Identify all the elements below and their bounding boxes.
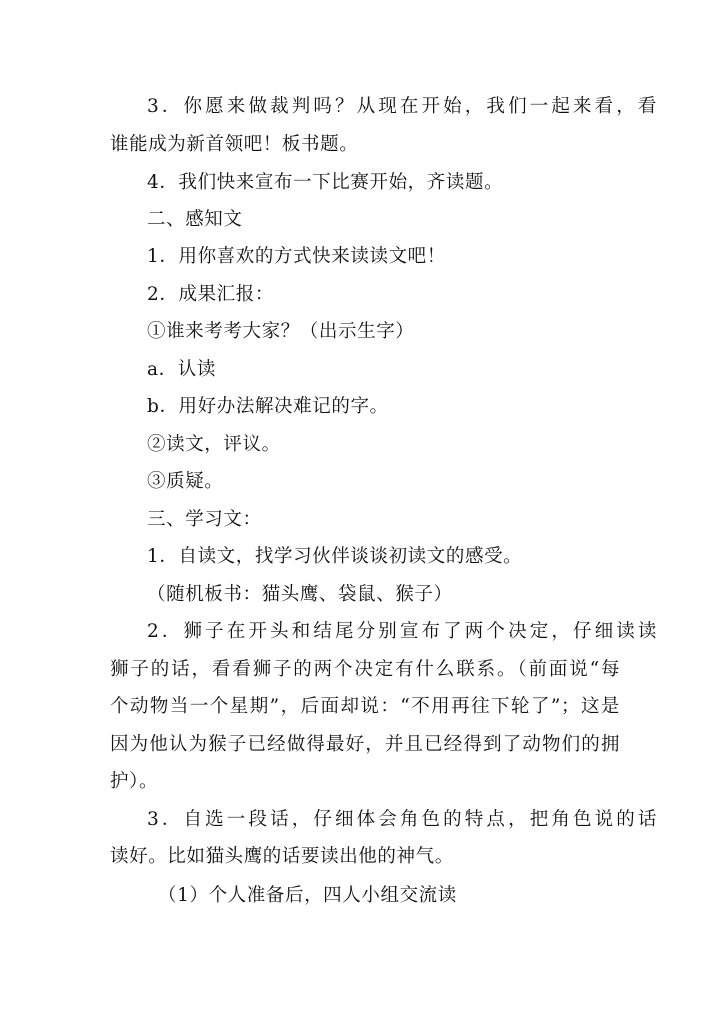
paragraph-line: 狮子的话，看看狮子的两个决定有什么联系。（前面说“每 bbox=[110, 659, 620, 680]
paragraph-line: （随机板书：猫头鹰、袋鼠、猴子） bbox=[147, 584, 453, 605]
paragraph-line: ②读文，评议。 bbox=[147, 434, 281, 455]
section-heading: 二、感知文 bbox=[147, 209, 243, 230]
paragraph-line: 个动物当一个星期”，后面却说：“不用再往下轮了”；这是 bbox=[110, 696, 620, 717]
paragraph-line: 谁能成为新首领吧！板书题。 bbox=[110, 134, 359, 155]
paragraph-line: 3．你愿来做裁判吗？从现在开始，我们一起来看，看 bbox=[147, 96, 657, 117]
paragraph-line: ①谁来考考大家？（出示生字） bbox=[147, 321, 415, 342]
paragraph-line: 因为他认为猴子已经做得最好，并且已经得到了动物们的拥 bbox=[110, 734, 620, 755]
paragraph-line: b．用好办法解决难记的字。 bbox=[147, 396, 389, 417]
paragraph-line: 1．自读文，找学习伙伴谈谈初读文的感受。 bbox=[147, 546, 523, 567]
paragraph-line: 3．自选一段话，仔细体会角色的特点，把角色说的话 bbox=[147, 809, 657, 830]
paragraph-line: 1．用你喜欢的方式快来读读文吧！ bbox=[147, 246, 446, 267]
paragraph-line: 护）。 bbox=[110, 771, 159, 792]
section-heading: 三、学习文： bbox=[147, 509, 262, 530]
paragraph-line: 4．我们快来宣布一下比赛开始，齐读题。 bbox=[147, 172, 504, 193]
paragraph-line: 2．成果汇报： bbox=[147, 284, 274, 305]
paragraph-line: a．认读 bbox=[147, 359, 216, 380]
paragraph-line: 2．狮子在开头和结尾分别宣布了两个决定，仔细读读 bbox=[147, 621, 657, 642]
paragraph-line: （1）个人准备后，四人小组交流读 bbox=[158, 885, 457, 906]
paragraph-line: ③质疑。 bbox=[147, 471, 224, 492]
paragraph-line: 读好。比如猫头鹰的话要读出他的神气。 bbox=[110, 846, 454, 867]
